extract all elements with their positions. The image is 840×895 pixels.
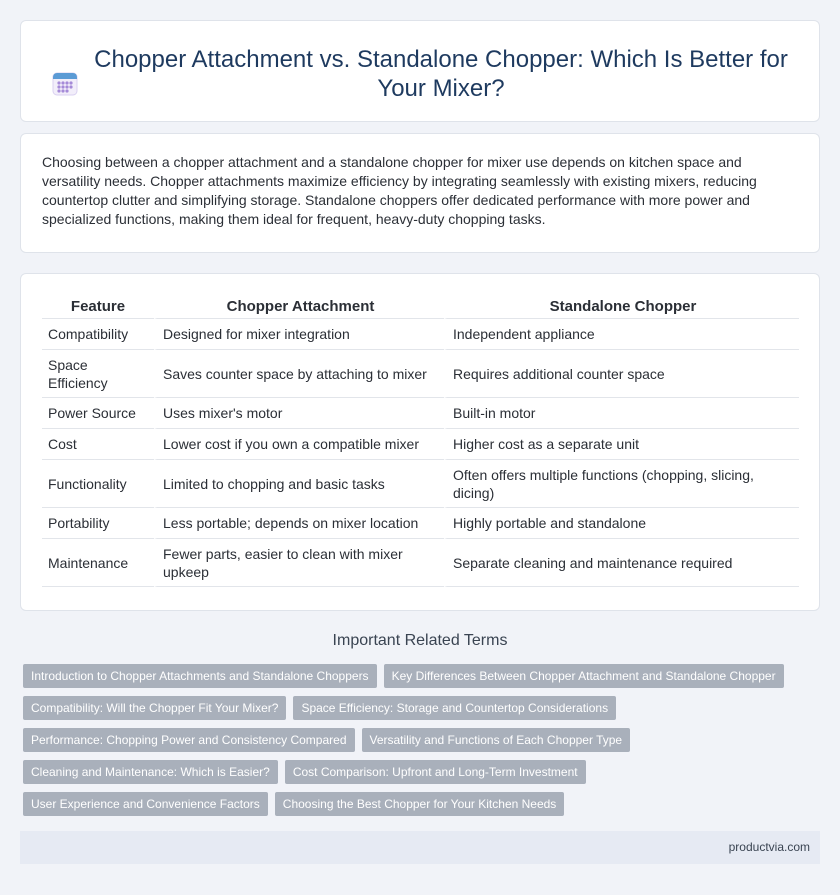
table-cell: Saves counter space by attaching to mixer <box>154 350 444 398</box>
related-term-tag[interactable]: Introduction to Chopper Attachments and Standalone Choppers <box>23 664 377 688</box>
comparison-table-card <box>20 273 820 611</box>
table-cell: Limited to chopping and basic tasks <box>154 460 444 508</box>
table-row <box>42 539 799 587</box>
related-terms-list <box>23 664 813 816</box>
related-term-tag[interactable]: Choosing the Best Chopper for Your Kitchen Needs <box>275 792 565 816</box>
table-cell: Space Efficiency <box>42 350 154 398</box>
intro-card <box>20 133 820 253</box>
related-terms-title: Important Related Terms <box>332 632 508 649</box>
table-cell: Often offers multiple functions (chopping, slicing, dicing) <box>444 460 799 508</box>
table-cell: Compatibility <box>42 319 154 350</box>
table-cell: Portability <box>42 508 154 539</box>
related-term-tag[interactable]: Compatibility: Will the Chopper Fit Your Mixer? <box>23 696 286 720</box>
table-cell: Designed for mixer integration <box>154 319 444 350</box>
table-row <box>42 429 799 460</box>
table-cell: Separate cleaning and maintenance required <box>444 539 799 587</box>
related-term-tag[interactable]: Cost Comparison: Upfront and Long-Term Investment <box>285 760 586 784</box>
table-cell: Independent appliance <box>444 319 799 350</box>
page-title: Chopper Attachment vs. Standalone Chopper: Which Is Better for Your Mixer? <box>94 46 788 102</box>
header-card <box>20 20 820 122</box>
table-row <box>42 508 799 539</box>
footer-site-link[interactable]: productvia.com <box>728 840 810 854</box>
footer-bar <box>20 831 820 864</box>
intro-paragraph: Choosing between a chopper attachment and a standalone chopper for mixer use depends on kitchen space and versatility needs. Chopper attachments maximize efficiency by integrating seamlessly with existing mixers, reducing countertop clutter and simplifying storage. Standalone choppers offer dedicated performance with more power and specialized functions, making them ideal for frequent, heavy-duty chopping tasks. <box>42 154 757 227</box>
table-cell: Requires additional counter space <box>444 350 799 398</box>
table-header-cell: Feature <box>42 297 154 319</box>
table-header-cell: Standalone Chopper <box>444 297 799 319</box>
table-cell: Maintenance <box>42 539 154 587</box>
table-cell: Functionality <box>42 460 154 508</box>
table-row <box>42 319 799 350</box>
table-cell: Lower cost if you own a compatible mixer <box>154 429 444 460</box>
related-term-tag[interactable]: Space Efficiency: Storage and Countertop Considerations <box>293 696 616 720</box>
related-term-tag[interactable]: Key Differences Between Chopper Attachment and Standalone Chopper <box>384 664 784 688</box>
calendar-grid-icon <box>51 69 79 97</box>
related-term-tag[interactable]: Versatility and Functions of Each Chopper Type <box>362 728 631 752</box>
table-cell: Uses mixer's motor <box>154 398 444 429</box>
comparison-table <box>42 297 799 587</box>
table-cell: Highly portable and standalone <box>444 508 799 539</box>
table-cell: Higher cost as a separate unit <box>444 429 799 460</box>
related-term-tag[interactable]: User Experience and Convenience Factors <box>23 792 268 816</box>
related-term-tag[interactable]: Cleaning and Maintenance: Which is Easier? <box>23 760 278 784</box>
table-row <box>42 350 799 398</box>
table-row <box>42 460 799 508</box>
table-header-cell: Chopper Attachment <box>154 297 444 319</box>
table-cell: Power Source <box>42 398 154 429</box>
table-cell: Fewer parts, easier to clean with mixer upkeep <box>154 539 444 587</box>
table-header-row <box>42 297 799 319</box>
table-cell: Built-in motor <box>444 398 799 429</box>
related-term-tag[interactable]: Performance: Chopping Power and Consistency Compared <box>23 728 355 752</box>
table-row <box>42 398 799 429</box>
table-cell: Less portable; depends on mixer location <box>154 508 444 539</box>
table-cell: Cost <box>42 429 154 460</box>
